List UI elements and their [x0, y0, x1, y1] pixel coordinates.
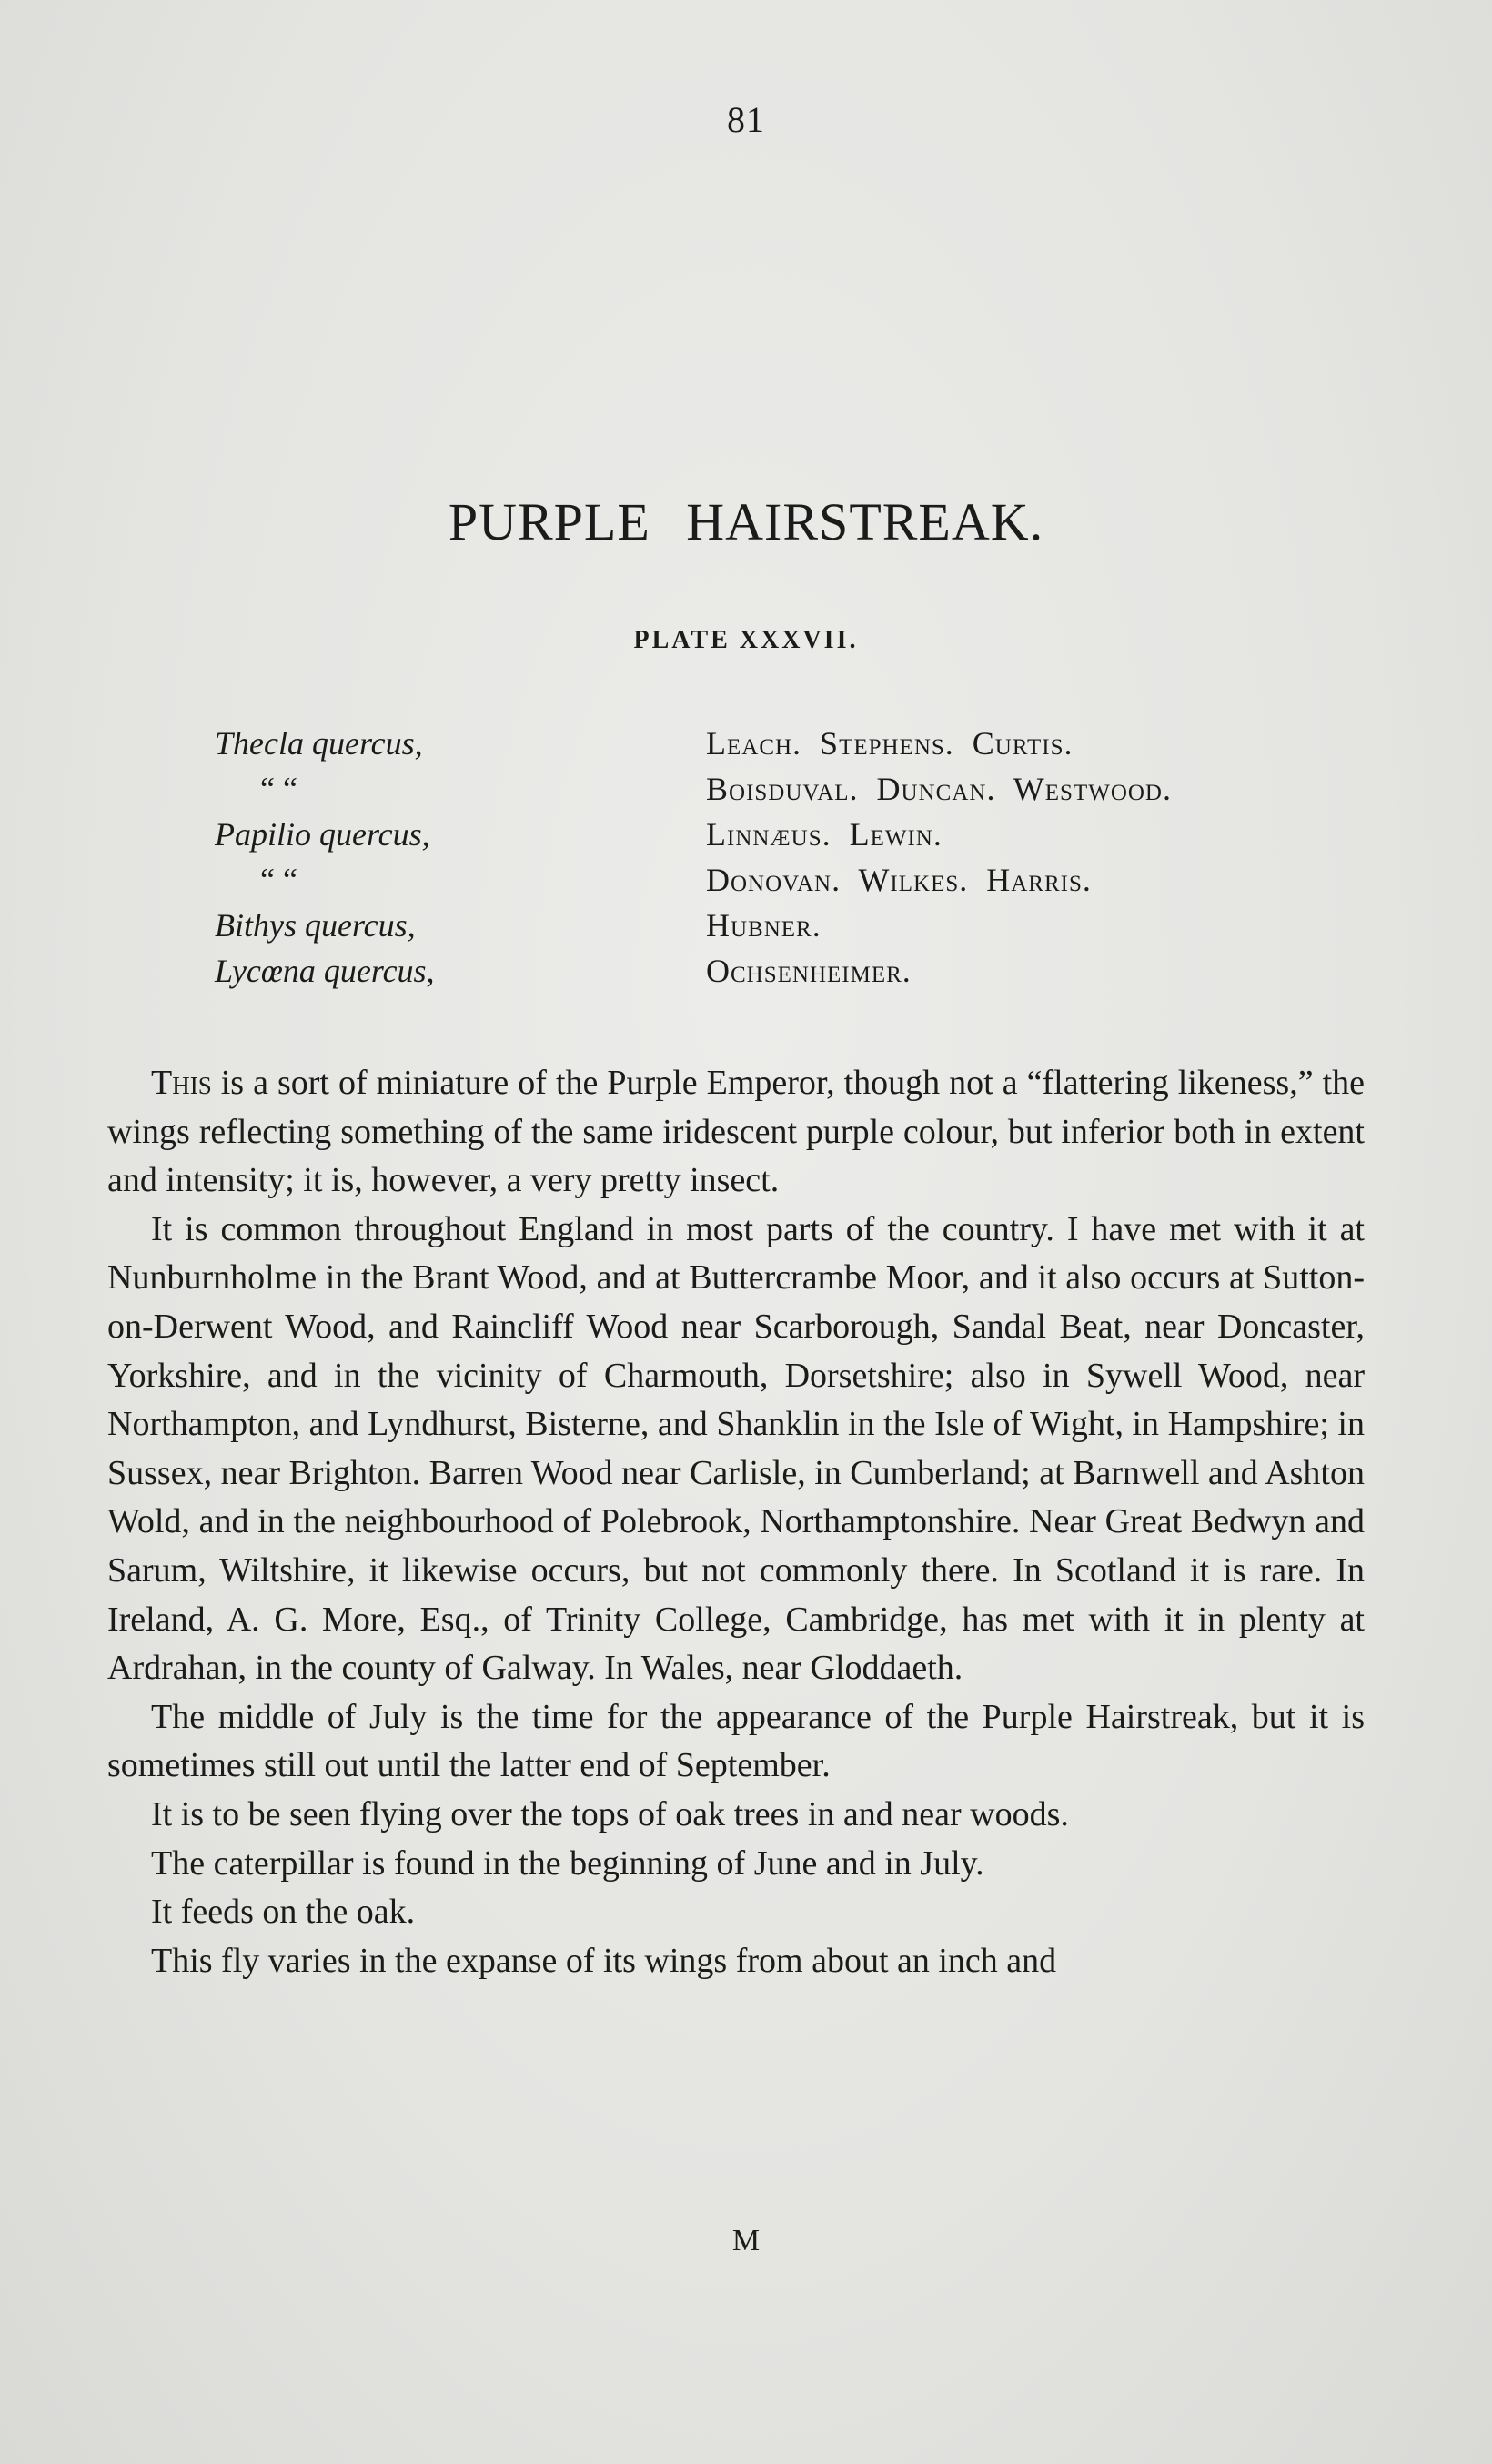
paragraph: The middle of July is the time for the appearance of the Purple Hairstreak, but it is sometimes still out until the latter end of September.: [107, 1697, 1365, 1785]
synonym-species: Thecla quercus,: [215, 725, 423, 762]
synonym-row: [215, 952, 1416, 997]
synonym-row: [215, 724, 1416, 770]
synonym-species: “ “: [260, 771, 297, 807]
paragraph: [107, 1059, 1365, 1206]
synonym-authors: Boisduval. Duncan. Westwood.: [706, 771, 1172, 807]
synonym-species: Lycœna quercus,: [215, 953, 435, 989]
lead-word: This: [151, 1064, 212, 1102]
synonym-authors: Leach. Stephens. Curtis.: [706, 725, 1074, 762]
synonym-row: [215, 770, 1416, 815]
paragraph: This fly varies in the expanse of its wings from about an inch and: [151, 1941, 1057, 1980]
signature-mark: M: [731, 2224, 761, 2257]
synonym-authors: Linnæus. Lewin.: [706, 816, 943, 853]
paragraph: It feeds on the oak.: [151, 1893, 416, 1932]
paragraph: It is to be seen flying over the tops of oak trees in and near woods.: [151, 1794, 1069, 1833]
page-number: 81: [727, 99, 765, 140]
synonym-row: [215, 906, 1416, 952]
synonym-species: “ “: [260, 862, 297, 898]
page-title: PURPLE HAIRSTREAK.: [448, 492, 1044, 551]
plate-label: PLATE XXXVII.: [633, 626, 859, 654]
synonym-row: [215, 815, 1416, 861]
synonym-authors: Hubner.: [706, 907, 822, 944]
paragraph: The caterpillar is found in the beginning of June and in July.: [151, 1843, 984, 1883]
synonym-species: Papilio quercus,: [215, 816, 430, 853]
paragraph: It is common throughout England in most parts of the country. I have met with it at Nunburnholme in the Brant Wood, and at Buttercrambe Moor, and it also occurs at Sutton-on-Derwent Wood, and Raincliff Wood near Scarborough, Sandal Beat, near Doncaster, Yorkshire, and in the vicinity of Charmouth, Dorsetshire; also in Sywell Wood, near Northampton, and Lyndhurst, Bisterne, and Shanklin in the Isle of Wight, in Hampshire; in Sussex, near Brighton. Barren Wood near Carlisle, in Cumberland; at Barnwell and Ashton Wold, and in the neighbourhood of Polebrook, Northamptonshire. Near Great Bedwyn and Sarum, Wiltshire, it likewise occurs, but not commonly there. In Scotland it is rare. In Ireland, A. G. More, Esq., of Trinity College, Cambridge, has met with it in plenty at Ardrahan, in the county of Galway. In Wales, near Gloddaeth.: [107, 1209, 1365, 1688]
synonymy-list: [215, 724, 1416, 997]
synonym-species: Bithys quercus,: [215, 907, 416, 944]
body-text: [107, 1059, 1365, 1985]
synonym-authors: Donovan. Wilkes. Harris.: [706, 862, 1092, 898]
synonym-row: [215, 861, 1416, 906]
synonym-authors: Ochsenheimer.: [706, 953, 912, 989]
paragraph-text: is a sort of miniature of the Purple Emperor, though not a “flattering likeness,” the wings reflecting something of the same iridescent purple colour, but inferior both in extent and intensity; it is, however, a very pretty insect.: [107, 1064, 1365, 1200]
